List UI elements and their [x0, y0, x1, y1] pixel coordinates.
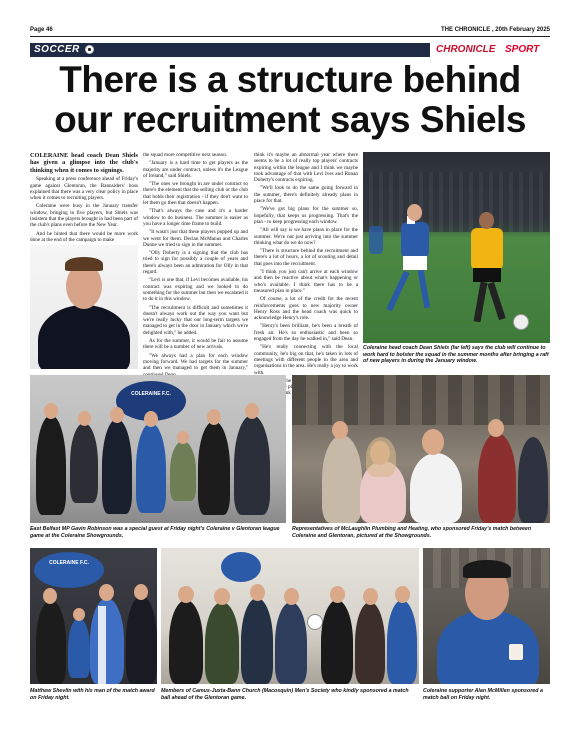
person — [275, 602, 307, 684]
person-head — [330, 586, 345, 603]
person-head — [245, 403, 259, 419]
coleraine-leg — [418, 270, 431, 308]
person — [36, 415, 66, 515]
mp-photo-caption: East Belfast MP Gavin Robinson was a special guest at Friday night's Coleraine v Glentoran league game at the Coleraine Showgrounds. — [30, 526, 280, 539]
person-head — [44, 403, 58, 419]
logo-chronicle: CHRONICLE — [436, 44, 496, 55]
person — [478, 433, 516, 523]
person — [169, 600, 203, 684]
woman-hair — [366, 437, 396, 477]
person-head — [488, 419, 504, 437]
shirt-stripe — [98, 606, 106, 684]
article-paragraph: As for the summer, it would be fair to assume there will be a number of new arrivals. — [143, 338, 248, 351]
person-head — [134, 584, 148, 600]
opponent-leg — [487, 282, 505, 320]
article-paragraph: And he hinted that there would be more work done at the end of the campaign to make — [30, 230, 138, 243]
person-head — [214, 588, 230, 605]
coleraine-player-head — [407, 204, 422, 221]
person-head — [178, 586, 194, 603]
coleraine-crest — [221, 552, 261, 582]
background-crowd — [292, 375, 550, 425]
article-headline — [30, 60, 550, 140]
article-paragraph: Coleraine were busy in the January transfer window, bringing in five players, but Shiels was insistent that the players brought in had been part of the club's plans even before the New Year. — [30, 203, 138, 229]
football — [513, 314, 529, 330]
article-paragraph: "He's really connecting with the local community, he's big on that, he's taken in lots of meetings with different people in the area and organisations in the area. He's really a joy to work with. — [254, 344, 358, 376]
person-head — [332, 421, 348, 439]
person-head — [395, 586, 410, 603]
match-ball — [307, 614, 323, 630]
article-paragraph: "We've got big plans for the summer so, hopefully, that keeps us progressing. That's the plan - to keep progressing each window. — [254, 206, 358, 225]
article-paragraph: think it's maybe an abnormal year where there seems to be a lot of really top players' contracts expiring within the league and I think we maybe took advantage of that with Levi Ives and Ronan Doherty's contracts expiring. — [254, 152, 358, 184]
article-paragraph: "That's always the case and it's a harder window to do business. The summer is easier as you have a longer time frame to build. — [143, 208, 248, 227]
person — [234, 415, 270, 515]
article-column-1 — [30, 152, 138, 245]
mcmillen-photo-caption: Coleraine supporter Alan McMillen sponsored a match ball on Friday night. — [423, 688, 543, 701]
person — [136, 423, 166, 513]
banner-text: COLERAINE F.C. — [49, 560, 89, 566]
crowd — [363, 172, 550, 232]
black-hat — [463, 560, 511, 578]
person-head — [110, 407, 124, 423]
person — [355, 602, 385, 684]
banner-text: COLERAINE F.C. — [131, 391, 171, 397]
article-paragraph: he — [286, 377, 292, 384]
coleraine-shorts — [403, 256, 427, 270]
shevlin-award-photo — [30, 548, 157, 684]
person-head — [363, 588, 378, 605]
football-icon — [85, 45, 94, 54]
person-head — [78, 411, 91, 426]
article-column-3 — [254, 152, 358, 399]
opponent-shorts — [473, 268, 501, 282]
man-head — [422, 429, 444, 455]
child — [170, 441, 196, 501]
match-action-photo — [363, 152, 550, 343]
article-paragraph: "The recruitment is difficult and sometimes it doesn't always work out the way you want but we're really lucky that our long-term targets we managed to get in the door in January which we're delighted with," he added. — [143, 304, 248, 336]
article-paragraph: "We'll look to do the same going forward in the summer, there's definitely already plans in place for that. — [254, 185, 358, 205]
person — [126, 596, 157, 684]
publication-date: THE CHRONICLE , 20th February 2025 — [440, 27, 550, 33]
headline-line-2: our recruitment says Shiels — [54, 99, 526, 140]
opponent-leg — [474, 282, 488, 323]
person — [102, 419, 132, 514]
person — [322, 435, 362, 523]
article-lead: COLERAINE head coach Dean Shiels has given a glimpse into the club's thinking when it comes to signings. — [30, 152, 138, 174]
blue-jacket — [437, 610, 539, 684]
opponent-shirt — [471, 228, 503, 270]
chronicle-sport-logo — [430, 43, 550, 57]
person — [70, 423, 98, 503]
person-head — [144, 411, 158, 427]
person — [198, 421, 230, 515]
plumbing-photo-caption: Representatives of McLaughlin Plumbing and Heating, who sponsored Friday's match between Coleraine and Glentoran, pictured at the Showgrounds. — [292, 526, 532, 539]
mp-group-photo — [30, 375, 286, 523]
person — [205, 602, 239, 684]
section-tag-soccer: SOCCER — [34, 44, 80, 55]
headline-line-1: There is a structure behind — [59, 59, 521, 100]
child-head — [177, 431, 189, 444]
person — [241, 598, 273, 684]
plumbing-group-photo — [292, 375, 550, 523]
person — [518, 437, 548, 523]
article-paragraph: "There is structure behind the recruitment and there's a lot of hours, a lot of scouting and detail that goes into the recruitment. — [254, 248, 358, 267]
person-head — [250, 584, 265, 601]
church-photo-caption: Members of Camus-Juxta-Bann Church (Macosquin) Men's Society who kindly sponsored a match ball ahead of the Glentoran game. — [161, 688, 409, 701]
dean-shiels-portrait — [30, 245, 138, 369]
article-paragraph: "I think you just can't arrive at each window and then be reactive about what's happening or who's available. I think there has to be a measured plan in place." — [254, 269, 358, 294]
person — [36, 600, 66, 684]
article-paragraph: "Levi is one that, if Levi becomes available, his contract was expiring and we looked to do something for the summer but then we escalated it to do it in this window. — [143, 277, 248, 303]
article-paragraph: "It wasn't just that these players popped up and we went for them. Declan McManus and Charles Dunne we tried to sign in the summer. — [143, 229, 248, 248]
shevlin-photo-caption: Matthew Shevlin with his man of the match award on Friday night. — [30, 688, 155, 701]
cup — [509, 644, 523, 660]
player-head — [99, 584, 114, 601]
article-paragraph: the squad more competitive next season. — [143, 152, 228, 158]
opponent-player-head — [479, 212, 494, 229]
player-shevlin — [90, 598, 124, 684]
person-head — [43, 588, 57, 604]
person — [321, 600, 353, 684]
coleraine-shirt — [401, 222, 429, 258]
coleraine-leg — [386, 271, 409, 312]
article-paragraph: Of course, a lot of the credit for the recent reinforcements goes to new majority owner Henry Ross and the head coach was quick to acknowledge Henry's role. — [254, 296, 358, 322]
mcmillen-photo — [423, 548, 550, 684]
article-column-2 — [143, 152, 248, 388]
article-paragraph: "All will say is we have plans in place for the summer. We're not just arriving into the summer thinking what do we do now? — [254, 227, 358, 246]
match-photo-caption: Coleraine head coach Dean Shiels (far left) says the club will continue to work hard to bolster the squad in the summer months after bringing a raft of new players in during the January window. — [363, 345, 549, 364]
logo-sport: SPORT — [505, 44, 540, 55]
page-number: Page 46 — [30, 27, 53, 33]
person-head — [207, 409, 221, 425]
article-paragraph: "Olly Doherty is a signing that the club has tried to sign for possibly a couple of years and there's always been an admiration for Olly in that regard. — [143, 250, 248, 276]
child-head — [73, 608, 85, 621]
background-player — [369, 226, 383, 254]
article-paragraph: Speaking at a press conference ahead of Friday's game against Glentoran, the Bannsiders' boss explained that there was a very clear policy in place when it comes to recruiting players. — [30, 176, 138, 202]
person-head — [284, 588, 299, 605]
coleraine-banner — [34, 552, 104, 588]
header-rule — [30, 36, 550, 37]
article-paragraph: "We always had a plan for each window moving forward. We had targets for the summer and then we managed to get them in January," — [143, 352, 248, 372]
article-paragraph: "January is a hard time to get players as the majority are under contract, unless it's the League of Ireland," said Shiels. — [143, 160, 248, 179]
jacket — [38, 305, 130, 369]
article-paragraph: "Henry's been brilliant, he's been a breath of fresh air. He's so enthusiastic and been so engaged from the day he walked in," said Dean. — [254, 323, 358, 343]
church-group-photo — [161, 548, 419, 684]
article-paragraph: "The ones we brought in are under contract so there's the element that the selling club or the club that holds their registration - if they don't want to let them go then that doesn't happen. — [143, 181, 248, 207]
person — [387, 600, 417, 684]
hair — [65, 257, 103, 271]
child — [68, 618, 90, 678]
man-white-shirt — [410, 453, 462, 523]
